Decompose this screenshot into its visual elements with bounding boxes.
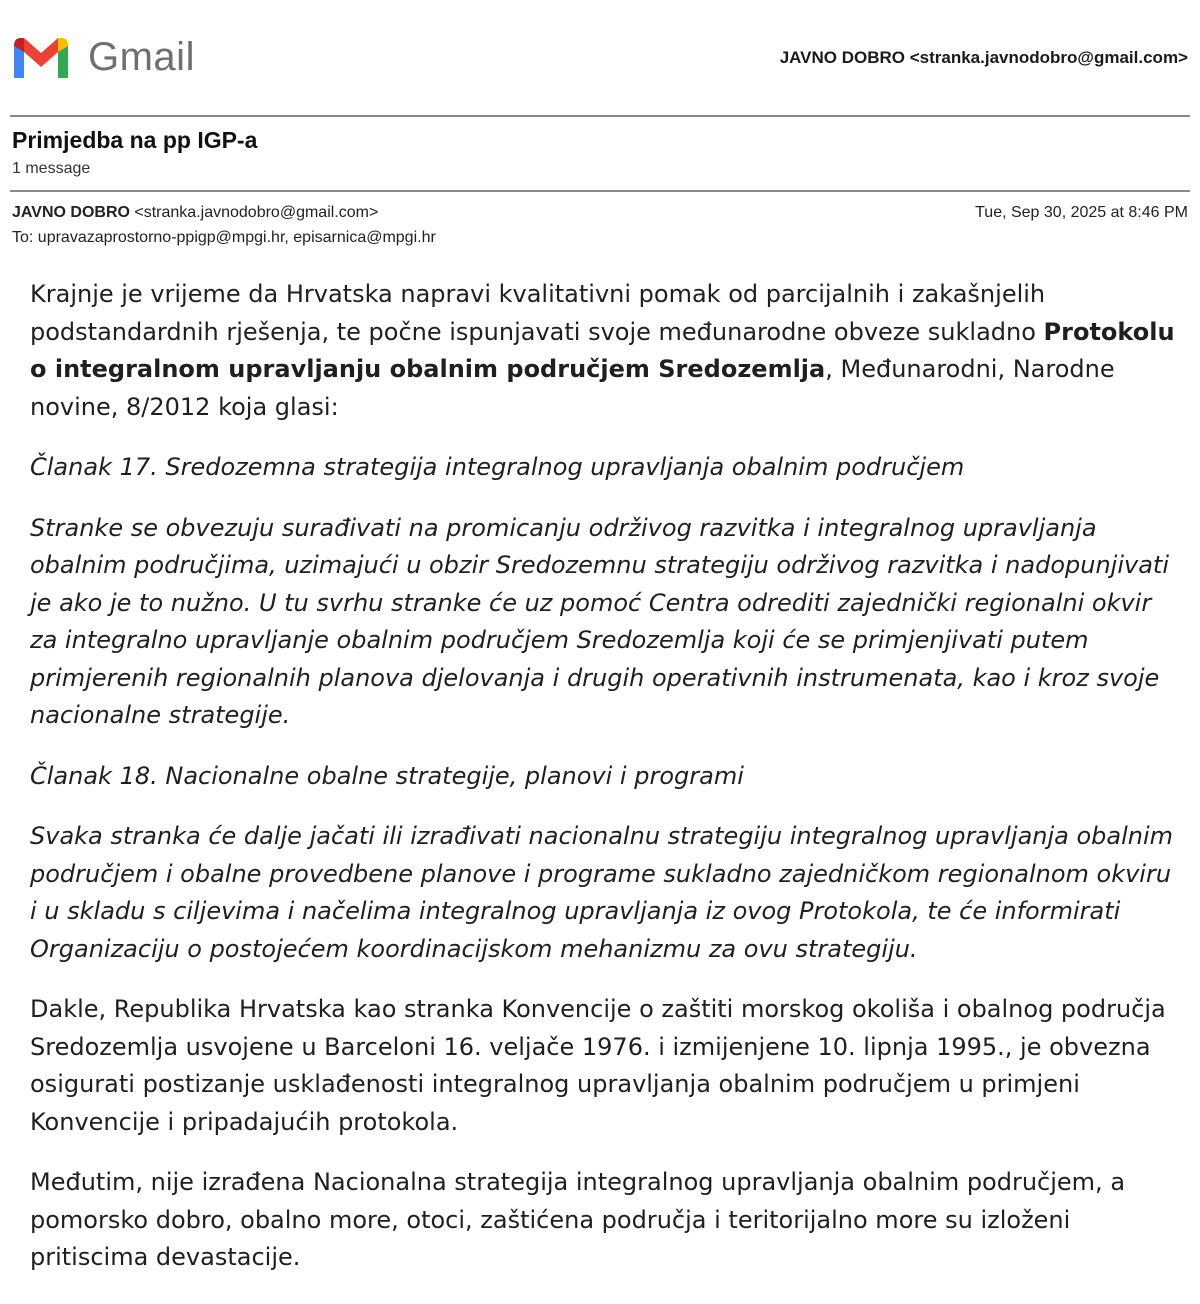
body-paragraph-obligation: Dakle, Republika Hrvatska kao stranka Konvencije o zaštiti morskog okoliša i obalnog područja Sredozemlja usvojene u Barceloni 16. veljače 1976. i izmijenjene 10. lipnja 1995., je obvezna osigurati postizanje usklađenosti integralnog upravljanja obalnim područjem u primjeni Konvencije i pripadajućih protokola. bbox=[30, 995, 1166, 1136]
gmail-wordmark: Gmail bbox=[88, 35, 195, 79]
article-18-text: Svaka stranka će dalje jačati ili izrađivati nacionalnu strategiju integralnog upravljanja obalnim područjem i obalne provedbene planove i programe sukladno zajedničkom regionalnom okviru i u skladu s ciljevima i načelima integralnog upravljanja iz ovog Protokola, te će informirati Organizaciju o postojećem koordinacijskom mehanizmu za ovu strategiju. bbox=[30, 822, 1174, 963]
article-18-heading: Članak 18. Nacionalne obalne strategije, planovi i programi bbox=[30, 761, 744, 790]
article-17-text: Stranke se obvezuju surađivati na promicanju održivog razvitka i integralnog upravljanja obalnim područjima, uzimajući u obzir Sredozemnu strategiju održivog razvitka i nadopunjivati je ako je to nužno. U tu svrhu stranke će uz pomoć Centra odrediti zajednički regionalni okvir za integralno upravljanje obalnim područjem Sredozemlja koji će se primjenjivati putem primjerenih regionalnih planova djelovanja i drugih operativnih instrumenata, kao i kroz svoje nacionalne strategije. bbox=[30, 513, 1169, 729]
body-paragraph-intro bbox=[30, 276, 1180, 426]
message-body bbox=[30, 276, 1180, 1300]
message-count: 1 message bbox=[12, 160, 91, 177]
gmail-m-icon bbox=[10, 34, 72, 80]
article-17-heading: Članak 17. Sredozemna strategija integralnog upravljanja obalnim područjem bbox=[30, 453, 965, 481]
recipients-line: To: upravazaprostorno-ppigp@mpgi.hr, episarnica@mpgi.hr bbox=[12, 229, 436, 246]
body-paragraph-conclusion: Međutim, nije izrađena Nacionalna strategija integralnog upravljanja obalnim područjem, a pomorsko dobro, obalno more, otoci, zaštićena područja i teritorijalno more su izloženi pritiscima devastacije. bbox=[30, 1168, 1126, 1271]
body-paragraph-intro-tail: , Međunarodni, Narodne novine, 8/2012 koja glasi: bbox=[30, 355, 1115, 421]
header-divider bbox=[10, 115, 1190, 117]
body-paragraph-intro-text: Krajnje je vrijeme da Hrvatska napravi kvalitativni pomak od parcijalnih i zakašnjelih podstandardnih rješenja, te počne ispunjavati svoje međunarodne obveze sukladno bbox=[30, 280, 1046, 346]
message-date: Tue, Sep 30, 2025 at 8:46 PM bbox=[975, 204, 1188, 221]
thread-subject: Primjedba na pp IGP-a bbox=[12, 127, 258, 153]
protocol-title: Protokolu o integralnom upravljanju obalnim područjem Sredozemlja bbox=[30, 317, 1175, 383]
sender-line bbox=[12, 204, 378, 222]
sender-email: <stranka.javnodobro@gmail.com> bbox=[134, 204, 379, 221]
thread-divider bbox=[10, 190, 1190, 192]
sender-name: JAVNO DOBRO bbox=[12, 204, 130, 221]
account-identity: JAVNO DOBRO <stranka.javnodobro@gmail.com> bbox=[779, 48, 1188, 67]
gmail-logo[interactable] bbox=[10, 33, 195, 81]
